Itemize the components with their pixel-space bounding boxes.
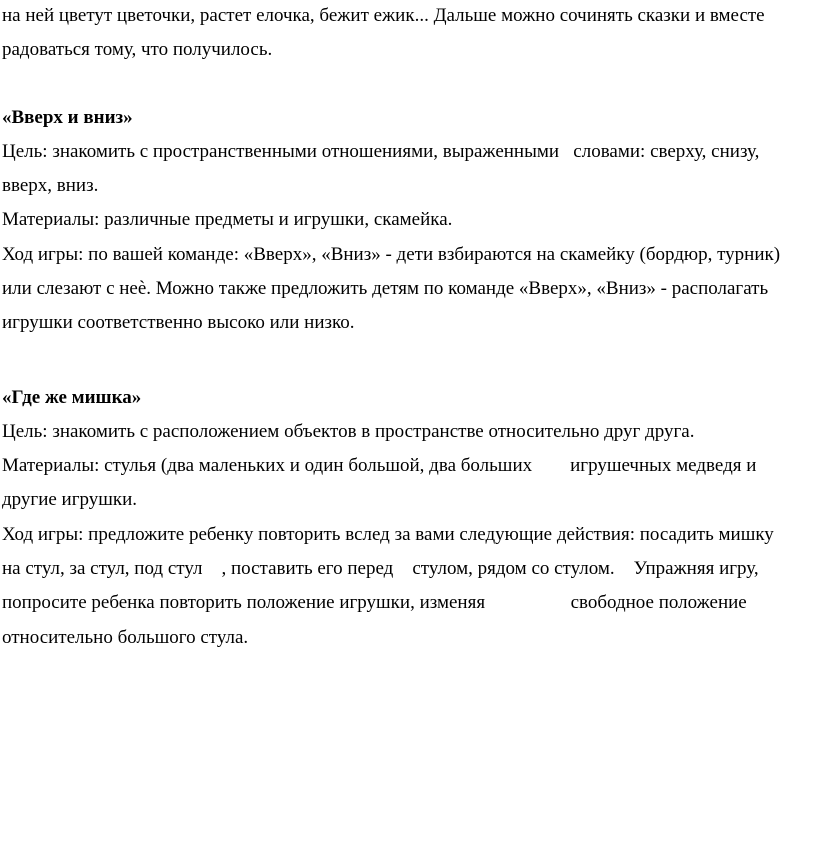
game1-line-5: или слезают с неѐ. Можно также предложить детям по команде «Вверх», «Вниз» - располагать (2, 278, 769, 299)
game2-line-2: Материалы: стулья (два маленьких и один большой, два больших игрушечных медведя и (2, 455, 757, 476)
game1-line-4: Ход игры: по вашей команде: «Вверх», «Вниз» - дети взбираются на скамейку (бордюр, турник) (2, 244, 781, 265)
game2-line-1: Цель: знакомить с расположением объектов в пространстве относительно друг друга. (2, 421, 695, 442)
game2-line-3: другие игрушки. (2, 489, 138, 510)
game2-line-6: попросите ребенка повторить положение игрушки, изменяя свободное положение (2, 592, 747, 613)
game1-title: «Вверх и вниз» (2, 107, 133, 128)
game2-title: «Где же мишка» (2, 387, 142, 408)
game1-line-1: Цель: знакомить с пространственными отношениями, выраженными словами: сверху, снизу, (2, 141, 760, 162)
intro-line-2: радоваться тому, что получилось. (2, 39, 273, 60)
game2-line-5: на стул, за стул, под стул , поставить его перед стулом, рядом со стулом. Упражняя игру, (2, 558, 759, 579)
game1-line-6: игрушки соответственно высоко или низко. (2, 312, 355, 333)
intro-line-1: на ней цветут цветочки, растет елочка, бежит ежик... Дальше можно сочинять сказки и вместе (2, 5, 765, 26)
game1-line-2: вверх, вниз. (2, 175, 99, 196)
game1-line-3: Материалы: различные предметы и игрушки, скамейка. (2, 209, 453, 230)
game2-line-7: относительно большого стула. (2, 627, 249, 648)
game2-line-4: Ход игры: предложите ребенку повторить вслед за вами следующие действия: посадить мишку (2, 524, 774, 545)
